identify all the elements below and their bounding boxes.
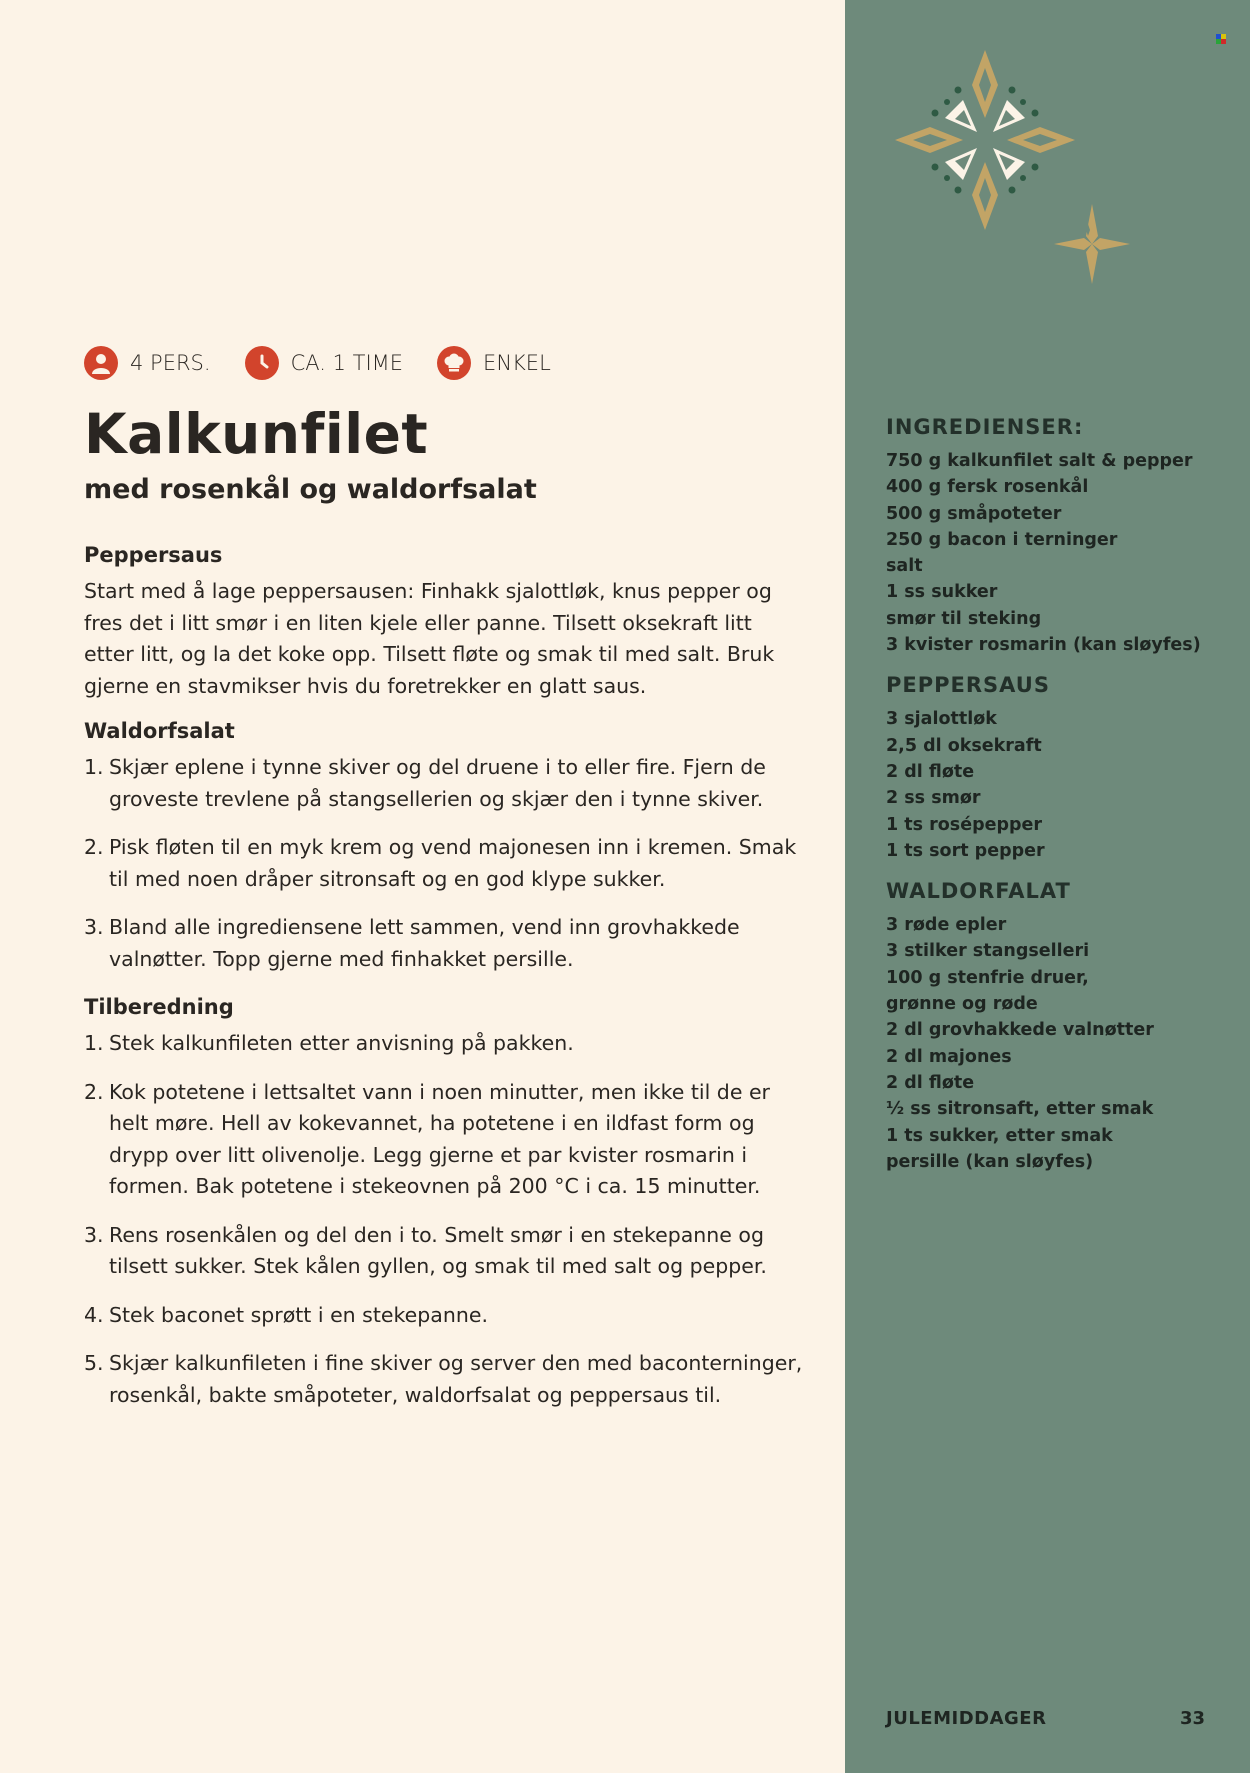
time-label: CA. 1 TIME — [290, 351, 404, 375]
sauce-heading: PEPPERSAUS — [886, 673, 1050, 698]
list-item: 100 g stenfrie druer, — [886, 967, 1089, 988]
list-item: 3 sjalottløk — [886, 709, 997, 730]
list-item: 2. Kok potetene i lettsaltet vann i noen minutter, men ikke til de er helt møre. Hell av kokevannet, ha potetene i en ildfast form og drypp over litt olivenolje. Legg gjerne et par kvister rosmarin i formen. Bak potetene i stekeovnen på 200 °C i ca. 15 minutter. — [84, 1079, 770, 1198]
list-item: 1 ts rosépepper — [886, 814, 1043, 835]
time — [245, 346, 403, 380]
list-item: 400 g fersk rosenkål — [886, 477, 1089, 498]
clock-icon — [245, 346, 279, 380]
list-item: 3 røde epler — [886, 915, 1007, 936]
list-item: 5. Skjær kalkunfileten i fine skiver og server den med baconterninger, rosenkål, bakte småpoteter, waldorfsalat og peppersaus til. — [84, 1351, 803, 1407]
recipe-instructions — [84, 540, 804, 1428]
list-item: 2. Pisk fløten til en myk krem og vend majonesen inn i kremen. Smak til med noen dråper sitronsaft og en god klype sukker. — [84, 835, 797, 891]
person-icon — [84, 346, 118, 380]
list-item: ½ ss sitronsaft, etter smak — [886, 1099, 1154, 1120]
list-item: 1. Stek kalkunfileten etter anvisning på pakken. — [84, 1031, 574, 1055]
list-item: 2 dl majones — [886, 1046, 1012, 1067]
waldorfsalat-steps — [84, 752, 804, 975]
ingredients-panel — [886, 412, 1226, 1187]
page-number: 33 — [1180, 1708, 1206, 1729]
list-item: 3 stilker stangselleri — [886, 941, 1090, 962]
list-item: persille (kan sløyfes) — [886, 1151, 1094, 1172]
list-item: 1 ts sort pepper — [886, 840, 1045, 861]
list-item: 750 g kalkunfilet salt & pepper — [886, 451, 1193, 471]
section-heading-peppersaus: Peppersaus — [84, 543, 223, 567]
tilberedning-steps — [84, 1028, 804, 1411]
recipe-meta — [84, 346, 585, 380]
list-item: smør til steking — [886, 608, 1042, 629]
list-item: 1 ts sukker, etter smak — [886, 1125, 1113, 1146]
list-item: 2 ss smør — [886, 788, 981, 809]
ingredients-main-list — [886, 448, 1226, 658]
list-item: 2 dl grovhakkede valnøtter — [886, 1020, 1154, 1041]
list-item: grønne og røde — [886, 994, 1038, 1015]
difficulty-label: ENKEL — [483, 351, 551, 375]
list-item: 3. Bland alle ingrediensene lett sammen, vend inn grovhakkede valnøtter. Topp gjerne med finhakket persille. — [84, 915, 740, 971]
salad-heading: WALDORFALAT — [886, 879, 1071, 904]
ingredients-heading: INGREDIENSER: — [886, 415, 1084, 439]
list-item: 4. Stek baconet sprøtt i en stekepanne. — [84, 1302, 488, 1327]
list-item: 3. Rens rosenkålen og del den i to. Smelt smør i en stekepanne og tilsett sukker. Stek kålen gyllen, og smak til med salt og pepper. — [84, 1222, 767, 1278]
difficulty — [437, 346, 551, 380]
peppersaus-text: Start med å lage peppersausen: Finhakk sjalottløk, knus pepper og fres det i litt smør i en liten kjele eller panne. Tilsett oksekraft litt etter litt, og la det koke opp. Tilsett fløte og smak til med salt. Bruk gjerne en stavmikser hvis du foretrekker en glatt saus. — [84, 579, 775, 698]
list-item: 250 g bacon i terninger — [886, 529, 1118, 550]
servings-label: 4 PERS. — [130, 351, 211, 375]
list-item: salt — [886, 556, 923, 577]
ingredients-sauce-list — [886, 706, 1226, 864]
recipe-title: Kalkunfilet — [84, 402, 429, 466]
section-heading-tilberedning: Tilberedning — [84, 995, 234, 1019]
list-item: 1. Skjær eplene i tynne skiver og del druene i to eller fire. Fjern de groveste trevlene på stangsellerien og skjær den i tynne skiver. — [84, 755, 766, 811]
list-item: 1 ss sukker — [886, 582, 998, 603]
list-item: 2 dl fløte — [886, 1072, 975, 1093]
color-mark-icon — [1216, 34, 1226, 44]
small-star-ornament-icon — [1052, 203, 1132, 285]
list-item: 500 g småpoteter — [886, 503, 1062, 524]
footer-section-label: JULEMIDDAGER — [886, 1708, 1047, 1729]
recipe-subtitle: med rosenkål og waldorfsalat — [84, 474, 537, 505]
list-item: 2,5 dl oksekraft — [886, 735, 1042, 756]
list-item: 3 kvister rosmarin (kan sløyfes) — [886, 635, 1201, 656]
chef-hat-icon — [437, 346, 471, 380]
section-heading-waldorfsalat: Waldorfsalat — [84, 719, 235, 743]
list-item: 2 dl fløte — [886, 761, 975, 782]
ingredients-salad-list — [886, 912, 1226, 1175]
servings — [84, 346, 211, 380]
